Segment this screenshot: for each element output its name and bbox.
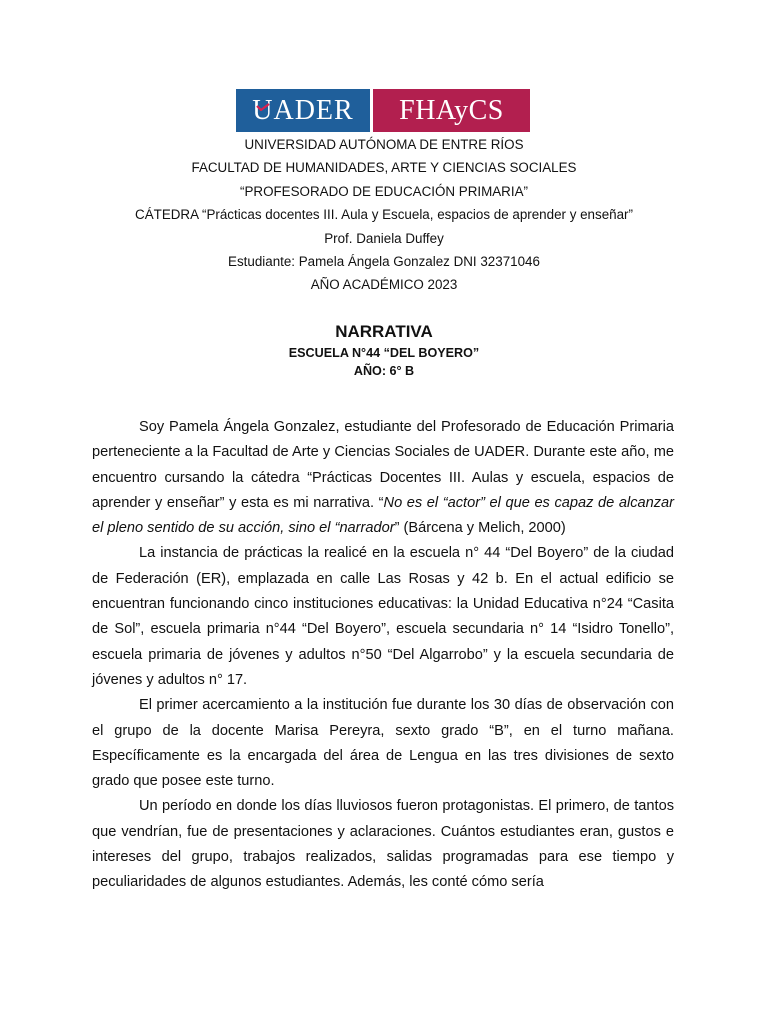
narrative-body [92,415,674,896]
paragraph-3: El primer acercamiento a la institución fue durante los 30 días de observación con el grupo de la docente Marisa Pereyra, sexto grado “B”, en el turno mañana. Específicamente es la encargada del área de Lengua en las tres divisiones de sexto grado que posee este turno. [92,697,674,790]
header-university: UNIVERSIDAD AUTÓNOMA DE ENTRE RÍOS [244,137,524,152]
paragraph-4: Un período en donde los días lluviosos fueron protagonistas. El primero, de tantos que vendrían, fue de presentaciones y aclaraciones. Cuántos estudiantes eran, gustos e intereses del grupo, trabajos realizados, salidas programadas para ese tiempo y peculiaridades de algunos estudiantes. Además, les conté cómo sería [92,798,674,891]
document-header [0,133,768,297]
header-faculty: FACULTAD DE HUMANIDADES, ARTE Y CIENCIAS SOCIALES [191,160,577,176]
header-professor: Prof. Daniela Duffey [324,230,444,246]
header-course: CÁTEDRA “Prácticas docentes III. Aula y Escuela, espacios de aprender y enseñar” [135,207,633,223]
uader-logo-text: UADER [252,94,354,126]
header-program: “PROFESORADO DE EDUCACIÓN PRIMARIA” [240,183,528,199]
checkmark-icon [256,103,270,111]
paragraph-1 [92,415,674,541]
uader-fhaycs-logo [236,89,530,132]
paragraph-1-text: Soy Pamela Ángela Gonzalez, estudiante del Profesorado de Educación Primaria perteneciente a la Facultad de Arte y Ciencias Sociales de UADER. Durante este año, me encuentro cursando la cátedra “Prácticas Docentes III. Aulas y escuela, espacios de aprender y enseñar” y esta es mi narrativa. “ [92,419,674,511]
header-student: Estudiante: Pamela Ángela Gonzalez DNI 32371046 [228,254,540,270]
paragraph-2: La instancia de prácticas la realicé en la escuela n° 44 “Del Boyero” de la ciudad de Federación (ER), emplazada en calle Las Rosas y 42 b. En el actual edificio se encuentran funcionando cinco instituciones educativas: la Unidad Educativa n°24 “Casita de Sol”, escuela primaria n°44 “Del Boyero”, escuela secundaria n° 14 “Isidro Tonello”, escuela primaria de jóvenes y adultos n°50 “Del Algarrobo” y la escuela secundaria de jóvenes y adultos n° 17. [92,545,674,688]
uader-logo-block [236,89,370,132]
paragraph-1-citation: ” (Bárcena y Melich, 2000) [394,520,566,537]
document-title: NARRATIVA [335,322,433,341]
grade-subtitle: AÑO: 6° B [353,364,415,378]
header-academic-year: AÑO ACADÉMICO 2023 [310,277,458,293]
paragraph-1-quote: No es el “actor” el que es capaz de alcanzar el pleno sentido de su acción, sino el “narrador [92,494,675,537]
school-subtitle: ESCUELA N°44 “DEL BOYERO” [288,346,480,360]
fhaycs-logo-text: FHAyCS [399,94,504,126]
fhaycs-logo-block [373,89,530,132]
